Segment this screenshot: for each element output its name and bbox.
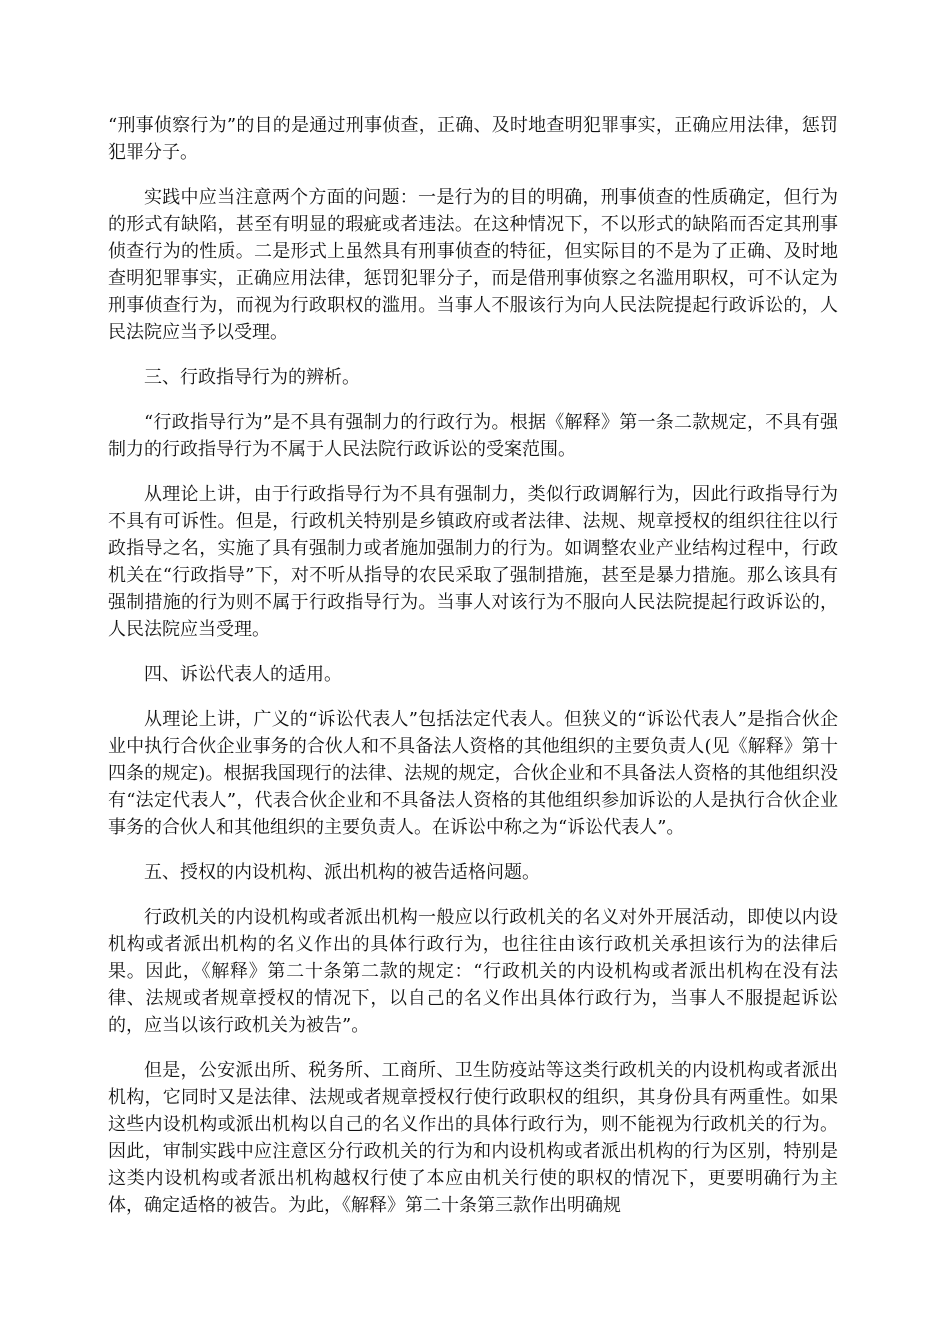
section-heading-3: 三、行政指导行为的辨析。 [144,367,360,388]
section-heading-5: 五、授权的内设机构、派出机构的被告适格问题。 [144,862,540,883]
paragraph-administrative-guidance-theory: 从理论上讲，由于行政指导行为不具有强制力，类似行政调解行为，因此行政指导行为不具有可诉性。但是，行政机关特别是乡镇政府或者法律、法规、规章授权的组织往往以行政指导之名，实施了具有强制力或者施加强制力的行为。如调整农业产业结构过程中，行政机关在“行政指导”下，对不听从指导的农民采取了强制措施，甚至是暴力措施。那么该具有强制措施的行为则不属于行政指导行为。当事人对该行为不服向人民法院提起行政诉讼的，人民法院应当受理。 [108,484,838,640]
section-heading-4: 四、诉讼代表人的适用。 [144,664,342,685]
paragraph-practice-notes: 实践中应当注意两个方面的问题：一是行为的目的明确，刑事侦查的性质确定，但行为的形式有缺陷，甚至有明显的瑕疵或者违法。在这种情况下，不以形式的缺陷而否定其刑事侦查行为的性质。二是形式上虽然具有刑事侦查的特征，但实际目的不是为了正确、及时地查明犯罪事实，正确应用法律，惩罚犯罪分子，而是借刑事侦察之名滥用职权，可不认定为刑事侦查行为，而视为行政职权的滥用。当事人不服该行为向人民法院提起行政诉讼的，人民法院应当予以受理。 [108,187,838,343]
paragraph-litigation-representative: 从理论上讲，广义的“诉讼代表人”包括法定代表人。但狭义的“诉讼代表人”是指合伙企业中执行合伙企业事务的合伙人和不具备法人资格的其他组织的主要负责人(见《解释》第十四条的规定)。根据我国现行的法律、法规的规定，合伙企业和不具备法人资格的其他组织没有“法定代表人”，代表合伙企业和不具备法人资格的其他组织参加诉讼的人是执行合伙企业事务的合伙人和其他组织的主要负责人。在诉讼中称之为“诉讼代表人”。 [108,709,838,838]
paragraph-dispatched-agencies: 但是，公安派出所、税务所、工商所、卫生防疫站等这类行政机关的内设机构或者派出机构，它同时又是法律、法规或者规章授权行使行政职权的组织，其身份具有两重性。如果这些内设机构或派出机构以自己的名义作出的具体行政行为，则不能视为行政机关的行为。因此，审制实践中应注意区分行政机关的行为和内设机构或者派出机构的行为区别，特别是这类内设机构或者派出机构越权行使了本应由机关行使的职权的情况下，更要明确行为主体，确定适格的被告。为此，《解释》第二十条第三款作出明确规 [108,1060,838,1216]
paragraph-administrative-guidance-definition: “行政指导行为”是不具有强制力的行政行为。根据《解释》第一条二款规定，不具有强制力的行政指导行为不属于人民法院行政诉讼的受案范围。 [108,412,838,460]
paragraph-criminal-investigation-purpose: “刑事侦察行为”的目的是通过刑事侦查，正确、及时地查明犯罪事实，正确应用法律，惩罚犯罪分子。 [108,115,838,163]
document-page [108,112,838,1237]
paragraph-internal-agencies: 行政机关的内设机构或者派出机构一般应以行政机关的名义对外开展活动，即使以内设机构或者派出机构的名义作出的具体行政行为，也往往由该行政机关承担该行为的法律后果。因此，《解释》第二十条第二款的规定：“行政机关的内设机构或者派出机构在没有法律、法规或者规章授权的情况下，以自己的名义作出具体行政行为，当事人不服提起诉讼的，应当以该行政机关为被告”。 [108,907,838,1036]
